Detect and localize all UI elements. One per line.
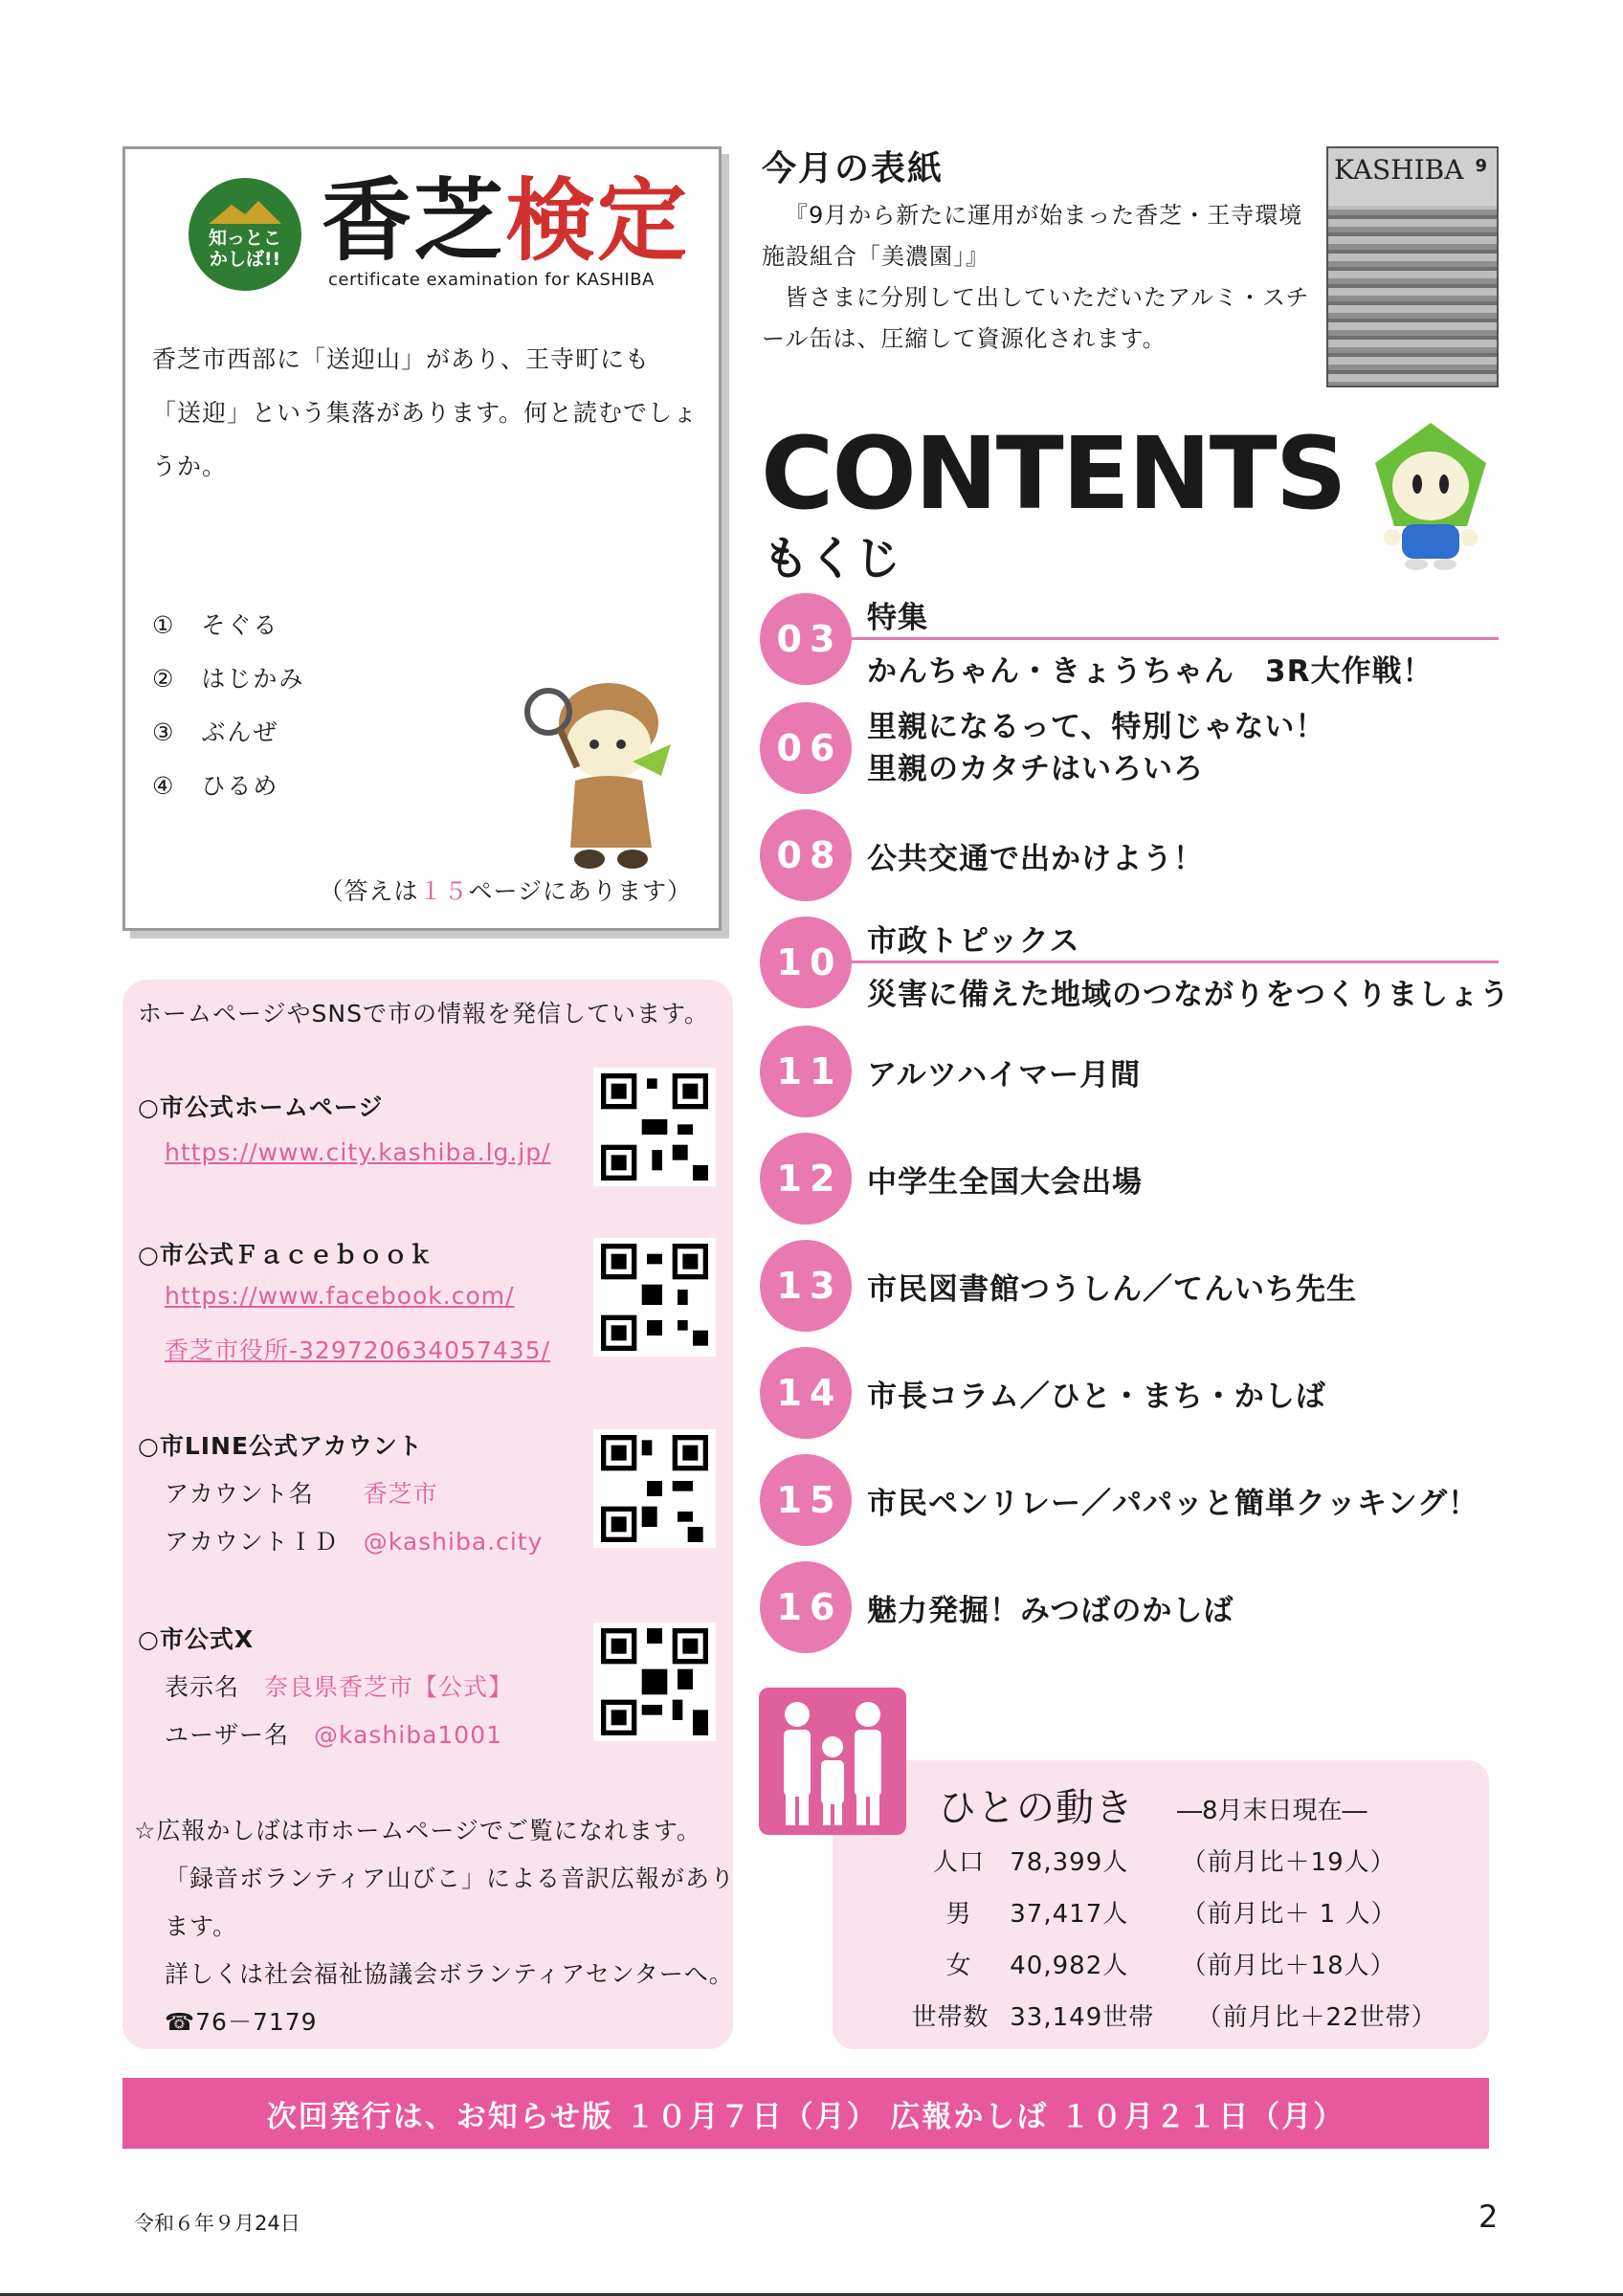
cover-text-1: 『9月から新たに運用が始まった香芝・王寺環境施設組合「美濃園」』 [762, 202, 1303, 270]
kentei-title [322, 168, 689, 274]
kentei-title-accent: 検定 [505, 168, 690, 274]
toc-item-title: 市民図書館つうしん／てんいち先生 [867, 1272, 1357, 1307]
toc-divider [852, 637, 1499, 640]
line-id-value: @kashiba.city [363, 1528, 544, 1556]
toc-item-title: 災害に備えた地域のつながりをつくりましょう [867, 978, 1510, 1012]
cover-description [762, 195, 1317, 360]
toc-page-number: 11 [760, 1026, 852, 1117]
toc-item-title: アルツハイマー月間 [867, 1058, 1142, 1093]
toc-item-title: 公共交通で出かけよう！ [867, 842, 1204, 876]
toc-item-title: 魅力発掘！みつばのかしば [867, 1594, 1234, 1628]
population-row [917, 1843, 1396, 1878]
homepage-link[interactable]: https://www.city.kashiba.lg.jp/ [165, 1138, 551, 1166]
qr-code-icon [601, 1244, 708, 1351]
toc-divider [852, 960, 1499, 963]
facebook-heading: ○市公式Ｆａｃｅｂｏｏｋ [138, 1241, 434, 1269]
cover-heading: 今月の表紙 [762, 149, 945, 188]
cover-issue-number: 9 [1475, 156, 1487, 176]
population-label: 人口 [932, 1848, 985, 1877]
toc-item[interactable] [760, 593, 1499, 689]
x-display-name [165, 1668, 513, 1703]
note-audio-line2: ます。 [165, 1912, 238, 1940]
population-value: 78,399人 [1010, 1848, 1129, 1877]
toc-item-title: 市民ペンリレー／パパッと簡単クッキング！ [867, 1487, 1479, 1521]
population-value: 37,417人 [1010, 1900, 1129, 1929]
population-row [917, 1894, 1397, 1930]
toc-page-number: 03 [760, 593, 852, 685]
sns-info-box [122, 980, 736, 2049]
toc-item[interactable] [760, 1133, 1499, 1228]
line-heading: ○市LINE公式アカウント [138, 1432, 423, 1460]
population-value: 40,982人 [1010, 1952, 1129, 1980]
toc-item-title: 中学生全国大会出場 [867, 1165, 1143, 1200]
kentei-answer-note: （答えは１５ページにあります） [319, 877, 692, 905]
toc-page-number: 10 [760, 916, 852, 1008]
toc-page-number: 15 [760, 1454, 852, 1546]
toc-item[interactable] [760, 809, 1499, 905]
kentei-badge-text: 知っとこ かしば!! [208, 228, 281, 270]
population-label: 男 [945, 1900, 972, 1929]
population-row [900, 1998, 1437, 2033]
toc-item[interactable] [760, 916, 1510, 1012]
kentei-title-main: 香芝 [322, 168, 506, 274]
toc-item-title: 里親になるって、特別じゃない！ [867, 710, 1326, 744]
population-label: 世帯数 [911, 2003, 989, 2032]
contents-subtitle: もくじ [763, 532, 901, 585]
toc-item[interactable] [760, 1026, 1499, 1121]
next-issue-banner: 次回発行は、お知らせ版 １０月７日（月） 広報かしば １０月２１日（月） [122, 2078, 1489, 2149]
line-name-label: アカウント名 [165, 1480, 314, 1508]
publish-date: 令和６年９月24日 [134, 2212, 300, 2235]
sns-intro: ホームページやSNSで市の情報を発信しています。 [138, 1000, 709, 1027]
line-account-id [165, 1523, 543, 1557]
kentei-quiz-box [122, 146, 722, 931]
x-user-name [165, 1716, 502, 1751]
toc-page-number: 16 [760, 1561, 852, 1653]
toc-item-category: 市政トピックス [867, 924, 1080, 959]
facebook-link-line1[interactable]: https://www.facebook.com/ [165, 1282, 515, 1310]
facebook-qr-code[interactable] [593, 1238, 716, 1357]
family-icon [759, 1688, 906, 1835]
population-change: （前月比＋22世帯） [1196, 2003, 1437, 2032]
toc-item[interactable] [760, 1561, 1499, 1657]
cover-masthead: KASHIBA [1334, 154, 1464, 186]
kentei-choice-4: ④ ひるめ [152, 772, 279, 800]
qr-code-icon [601, 1628, 708, 1735]
kentei-question: 香芝市西部に「送迎山」があり、王寺町にも「送迎」という集落があります。何と読むでしょうか。 [152, 345, 699, 480]
kashiba-mascot-icon [1364, 419, 1498, 572]
toc-item-title: 市長コラム／ひと・まち・かしば [867, 1380, 1326, 1414]
population-label: 女 [945, 1952, 972, 1980]
population-value: 33,149世帯 [1010, 2003, 1155, 2032]
x-user-value: @kashiba1001 [314, 1721, 503, 1749]
homepage-qr-code[interactable] [593, 1068, 716, 1186]
toc-item-subtitle: 里親のカタチはいろいろ [867, 752, 1204, 786]
qr-code-icon [601, 1435, 708, 1542]
kentei-subtitle: certificate examination for KASHIBA [328, 270, 655, 290]
note-audio-line1: 「録音ボランティア山びこ」による音訳広報があり [165, 1865, 736, 1892]
toc-page-number: 14 [760, 1347, 852, 1439]
population-date-note: ―8月末日現在― [1177, 1797, 1367, 1825]
kentei-choice-1: ① そぐる [152, 611, 279, 639]
kentei-logo-badge [189, 178, 301, 291]
answer-page-number: １５ [418, 877, 469, 905]
population-change: （前月比＋18人） [1181, 1952, 1396, 1980]
x-display-value: 奈良県香芝市【公式】 [264, 1673, 514, 1701]
kentei-choice-3: ③ ぶんぜ [152, 718, 279, 746]
population-row [917, 1946, 1396, 1981]
facebook-link-line2[interactable]: 香芝市役所-329720634057435/ [165, 1336, 551, 1364]
cover-text-2: 皆さまに分別して出していただいたアルミ・スチール缶は、圧縮して資源化されます。 [762, 284, 1310, 352]
toc-item-title: かんちゃん・きょうちゃん 3R大作戦！ [867, 654, 1434, 689]
population-change: （前月比＋19人） [1181, 1848, 1396, 1877]
qr-code-icon [601, 1073, 708, 1181]
population-title: ひとの動き [938, 1786, 1134, 1830]
line-name-value: 香芝市 [363, 1480, 438, 1508]
line-qr-code[interactable] [593, 1429, 716, 1548]
toc-item[interactable] [760, 1347, 1499, 1443]
toc-page-number: 06 [760, 702, 852, 794]
page-number: 2 [1478, 2198, 1499, 2235]
toc-item[interactable] [760, 702, 1499, 798]
kentei-choice-2: ② はじかみ [152, 665, 305, 693]
x-heading: ○市公式X [138, 1625, 255, 1653]
toc-page-number: 08 [760, 809, 852, 901]
x-qr-code[interactable] [593, 1623, 716, 1741]
note-koho-online: ☆広報かしばは市ホームページでご覧になれます。 [134, 1817, 701, 1844]
toc-page-number: 13 [760, 1240, 852, 1332]
line-account-name [165, 1475, 438, 1510]
cover-thumbnail [1326, 146, 1499, 387]
x-display-label: 表示名 [165, 1673, 240, 1701]
line-id-label: アカウントＩＤ [165, 1528, 339, 1556]
toc-item[interactable] [760, 1240, 1499, 1336]
toc-item-category: 特集 [867, 601, 928, 635]
toc-item[interactable] [760, 1454, 1499, 1550]
mountain-icon [209, 199, 281, 224]
cover-photo-image [1328, 206, 1497, 387]
population-change: （前月比＋ 1 人） [1181, 1900, 1397, 1929]
contact-phone: ☎76－7179 [165, 2008, 318, 2036]
note-contact: 詳しくは社会福祉協議会ボランティアセンターへ。 [165, 1960, 734, 1988]
detective-mascot-icon [518, 656, 690, 876]
homepage-heading: ○市公式ホームページ [138, 1093, 384, 1121]
contents-title: CONTENTS [761, 415, 1345, 532]
x-user-label: ユーザー名 [165, 1721, 290, 1749]
toc-page-number: 12 [760, 1133, 852, 1225]
